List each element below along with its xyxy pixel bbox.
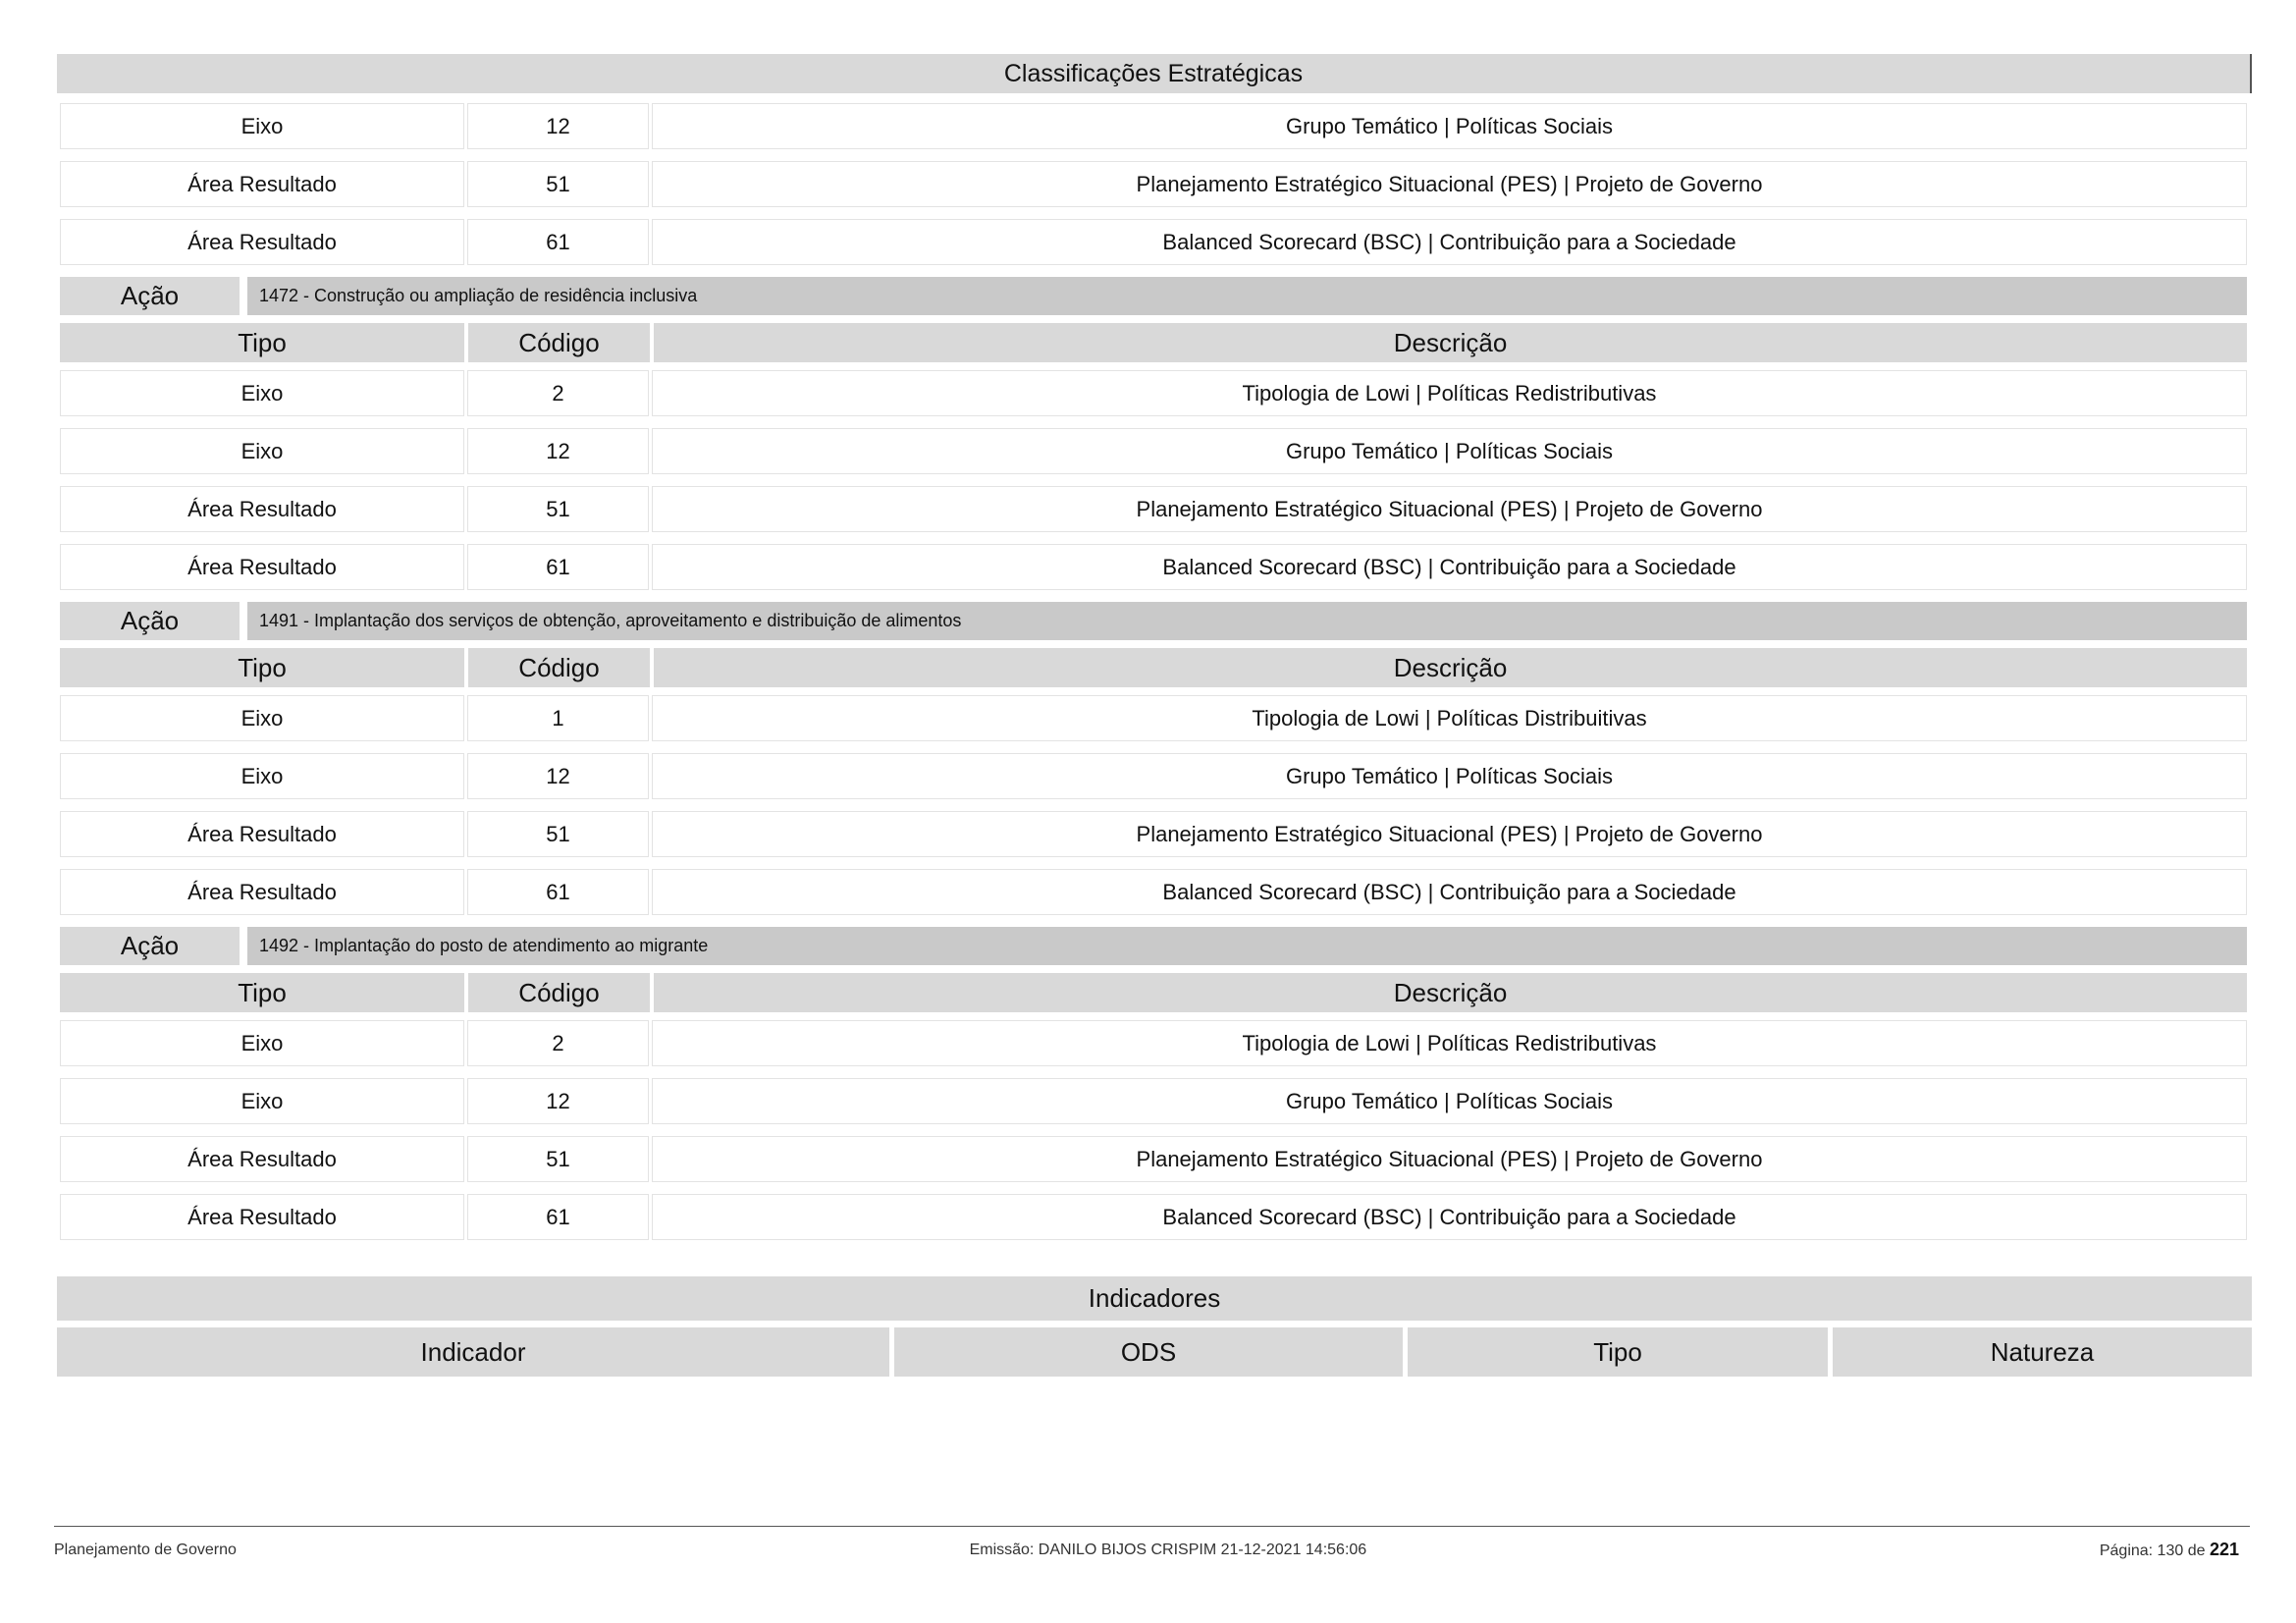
tipo-cell: Eixo	[60, 695, 464, 741]
descricao-cell: Tipologia de Lowi | Políticas Redistributivas	[652, 1020, 2247, 1066]
tipo-cell: Eixo	[60, 370, 464, 416]
acao-header	[60, 602, 2247, 640]
acao-title: 1472 - Construção ou ampliação de residência inclusiva	[247, 277, 2247, 315]
codigo-cell: 61	[467, 544, 649, 590]
descricao-cell: Planejamento Estratégico Situacional (PES) | Projeto de Governo	[652, 486, 2247, 532]
col-descricao: Descrição	[654, 323, 2247, 362]
codigo-cell: 2	[467, 370, 649, 416]
classificacoes-title: Classificações Estratégicas	[57, 54, 2252, 93]
acao-label: Ação	[60, 927, 240, 965]
col-tipo: Tipo	[60, 648, 464, 687]
table-row	[60, 428, 2247, 474]
tipo-cell: Área Resultado	[60, 161, 464, 207]
table-row	[60, 103, 2247, 149]
table-row	[60, 370, 2247, 416]
codigo-cell: 51	[467, 486, 649, 532]
table-row	[60, 1136, 2247, 1182]
codigo-cell: 51	[467, 811, 649, 857]
acao-title: 1491 - Implantação dos serviços de obtenção, aproveitamento e distribuição de alimentos	[247, 602, 2247, 640]
table-row	[60, 486, 2247, 532]
col-ods: ODS	[894, 1327, 1403, 1377]
codigo-cell: 61	[467, 219, 649, 265]
table-row	[60, 544, 2247, 590]
descricao-cell: Grupo Temático | Políticas Sociais	[652, 428, 2247, 474]
descricao-cell: Grupo Temático | Políticas Sociais	[652, 103, 2247, 149]
footer-page	[2100, 1540, 2239, 1560]
tipo-cell: Área Resultado	[60, 219, 464, 265]
col-tipo: Tipo	[60, 973, 464, 1012]
table-row	[60, 219, 2247, 265]
codigo-cell: 51	[467, 1136, 649, 1182]
acao-label: Ação	[60, 277, 240, 315]
tipo-cell: Área Resultado	[60, 1194, 464, 1240]
col-descricao: Descrição	[654, 648, 2247, 687]
descricao-cell: Tipologia de Lowi | Políticas Redistributivas	[652, 370, 2247, 416]
col-indicador: Indicador	[57, 1327, 889, 1377]
descricao-cell: Balanced Scorecard (BSC) | Contribuição para a Sociedade	[652, 544, 2247, 590]
descricao-cell: Planejamento Estratégico Situacional (PES) | Projeto de Governo	[652, 161, 2247, 207]
acao-header	[60, 277, 2247, 315]
page-total: 221	[2209, 1540, 2239, 1559]
codigo-cell: 12	[467, 753, 649, 799]
footer-divider	[54, 1526, 2250, 1527]
acao-label: Ação	[60, 602, 240, 640]
codigo-cell: 51	[467, 161, 649, 207]
descricao-cell: Planejamento Estratégico Situacional (PES) | Projeto de Governo	[652, 811, 2247, 857]
codigo-cell: 61	[467, 1194, 649, 1240]
table-row	[60, 869, 2247, 915]
tipo-cell: Área Resultado	[60, 486, 464, 532]
classificacoes-section	[57, 54, 2252, 1252]
col-codigo: Código	[468, 973, 650, 1012]
descricao-cell: Grupo Temático | Políticas Sociais	[652, 753, 2247, 799]
acao-header	[60, 927, 2247, 965]
indicadores-section	[57, 1276, 2252, 1377]
table-header	[60, 648, 2247, 687]
descricao-cell: Balanced Scorecard (BSC) | Contribuição para a Sociedade	[652, 1194, 2247, 1240]
codigo-cell: 61	[467, 869, 649, 915]
footer-left: Planejamento de Governo	[54, 1541, 237, 1558]
descricao-cell: Balanced Scorecard (BSC) | Contribuição para a Sociedade	[652, 869, 2247, 915]
col-natureza: Natureza	[1833, 1327, 2252, 1377]
codigo-cell: 12	[467, 428, 649, 474]
descricao-cell: Planejamento Estratégico Situacional (PES) | Projeto de Governo	[652, 1136, 2247, 1182]
col-codigo: Código	[468, 323, 650, 362]
codigo-cell: 1	[467, 695, 649, 741]
tipo-cell: Área Resultado	[60, 544, 464, 590]
tipo-cell: Eixo	[60, 753, 464, 799]
col-codigo: Código	[468, 648, 650, 687]
codigo-cell: 12	[467, 1078, 649, 1124]
tipo-cell: Eixo	[60, 1078, 464, 1124]
col-tipo: Tipo	[60, 323, 464, 362]
table-row	[60, 753, 2247, 799]
table-row	[60, 1194, 2247, 1240]
col-tipo-indicador: Tipo	[1408, 1327, 1828, 1377]
col-descricao: Descrição	[654, 973, 2247, 1012]
table-row	[60, 161, 2247, 207]
footer	[54, 1540, 2239, 1560]
tipo-cell: Eixo	[60, 428, 464, 474]
tipo-cell: Área Resultado	[60, 811, 464, 857]
descricao-cell: Tipologia de Lowi | Políticas Distribuitivas	[652, 695, 2247, 741]
table-header	[60, 973, 2247, 1012]
acao-title: 1492 - Implantação do posto de atendimento ao migrante	[247, 927, 2247, 965]
table-header	[60, 323, 2247, 362]
tipo-cell: Eixo	[60, 103, 464, 149]
codigo-cell: 2	[467, 1020, 649, 1066]
indicadores-title: Indicadores	[57, 1276, 2252, 1321]
table-row	[60, 695, 2247, 741]
tipo-cell: Área Resultado	[60, 1136, 464, 1182]
table-row	[60, 1078, 2247, 1124]
descricao-cell: Grupo Temático | Políticas Sociais	[652, 1078, 2247, 1124]
codigo-cell: 12	[467, 103, 649, 149]
descricao-cell: Balanced Scorecard (BSC) | Contribuição para a Sociedade	[652, 219, 2247, 265]
tipo-cell: Área Resultado	[60, 869, 464, 915]
table-row	[60, 1020, 2247, 1066]
page-prefix: Página: 130 de	[2099, 1542, 2206, 1559]
tipo-cell: Eixo	[60, 1020, 464, 1066]
footer-emissao: Emissão: DANILO BIJOS CRISPIM 21-12-2021 14:56:06	[969, 1541, 1367, 1558]
table-row	[60, 811, 2247, 857]
indicadores-header-row	[57, 1327, 2252, 1377]
